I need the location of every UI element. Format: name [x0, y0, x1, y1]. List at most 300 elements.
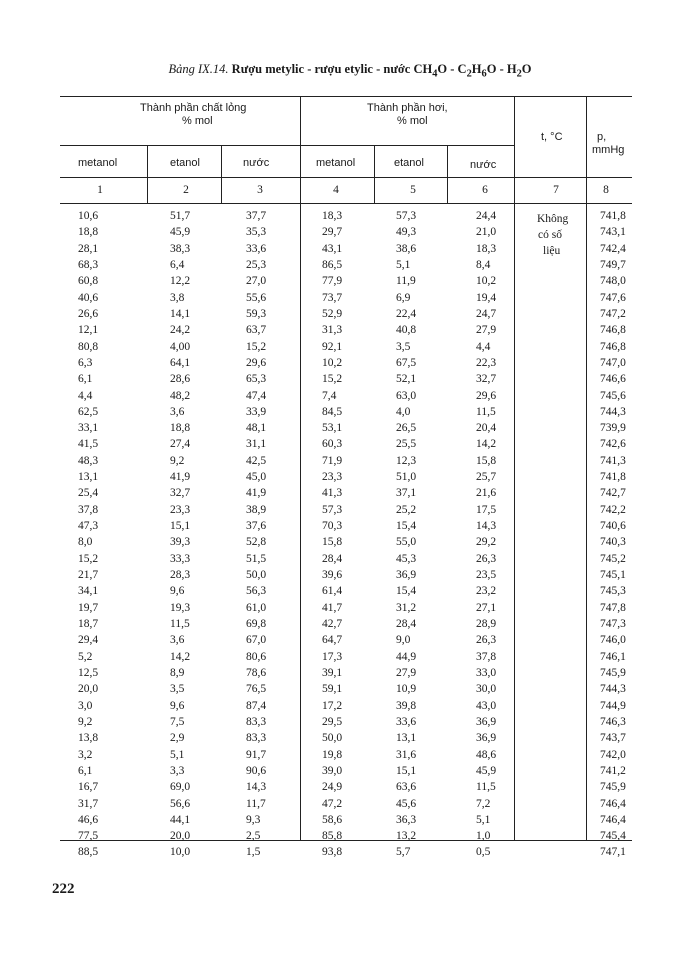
cell-metanol-vapor: 18,3 [322, 210, 343, 222]
header-liquid-unit: % mol [182, 115, 213, 127]
cell-metanol-vapor: 85,8 [322, 830, 343, 843]
cell-etanol-vapor: 55,0 [396, 536, 417, 549]
cell-nuoc-vapor: 37,8 [476, 650, 497, 663]
cell-metanol-liquid: 28,1 [78, 242, 99, 255]
cell-etanol-liquid: 2,9 [170, 732, 185, 745]
cell-metanol-vapor: 61,4 [322, 585, 343, 598]
table-caption [0, 62, 700, 80]
no-data-line-3: liệu [543, 245, 561, 257]
cell-etanol-vapor: 38,6 [396, 242, 417, 255]
cell-nuoc-vapor: 33,0 [476, 666, 497, 679]
cell-nuoc-liquid: 83,3 [246, 715, 267, 728]
column-number-6: 6 [482, 184, 488, 196]
cell-metanol-vapor: 28,4 [322, 552, 343, 565]
cell-nuoc-vapor: 29,6 [476, 389, 497, 402]
cell-metanol-liquid: 3,0 [78, 699, 93, 712]
cell-metanol-vapor: 53,1 [322, 422, 343, 435]
cell-etanol-liquid: 8,9 [170, 666, 185, 679]
cell-metanol-vapor: 70,3 [322, 520, 343, 533]
column-number-4: 4 [333, 184, 339, 196]
subheader-bottom-rule [60, 177, 632, 178]
cell-metanol-liquid: 77,5 [78, 830, 99, 843]
cell-pressure: 745,2 [600, 552, 626, 565]
cell-nuoc-liquid: 11,7 [246, 797, 266, 810]
caption-formula: $CH_4O - C_2H_6O - H_2O$ [413, 62, 532, 80]
cell-pressure: 747,2 [600, 307, 626, 320]
cell-etanol-liquid: 20,0 [170, 830, 191, 843]
cell-metanol-liquid: 16,7 [78, 781, 99, 794]
cell-metanol-vapor: 24,9 [322, 781, 343, 794]
cell-metanol-liquid: 37,8 [78, 503, 99, 516]
cell-nuoc-liquid: 78,6 [246, 666, 267, 679]
cell-etanol-vapor: 49,3 [396, 226, 417, 239]
cell-etanol-vapor: 11,9 [396, 275, 416, 288]
cell-metanol-liquid: 29,4 [78, 634, 99, 647]
no-data-line-2: có số [538, 229, 562, 241]
cell-etanol-vapor: 67,5 [396, 356, 417, 369]
cell-etanol-vapor: 15,4 [396, 520, 417, 533]
cell-nuoc-vapor: 22,3 [476, 356, 497, 369]
cell-nuoc-liquid: 90,6 [246, 764, 267, 777]
cell-metanol-liquid: 18,7 [78, 618, 99, 630]
cell-etanol-liquid: 38,3 [170, 242, 191, 255]
cell-nuoc-liquid: 76,5 [246, 683, 267, 696]
cell-nuoc-liquid: 14,3 [246, 781, 267, 794]
group-divider-liquid [60, 145, 300, 146]
cell-etanol-vapor: 36,9 [396, 569, 417, 582]
cell-nuoc-liquid: 55,6 [246, 291, 267, 304]
cell-etanol-vapor: 5,1 [396, 258, 411, 271]
cell-nuoc-vapor: 24,7 [476, 307, 497, 320]
cell-etanol-liquid: 32,7 [170, 487, 191, 500]
cell-pressure: 740,3 [600, 536, 626, 549]
cell-nuoc-vapor: 18,3 [476, 242, 497, 255]
cell-metanol-liquid: 41,5 [78, 438, 99, 451]
header-nuoc-liquid: nước [243, 157, 270, 169]
number-row-bottom-rule [60, 203, 632, 204]
cell-etanol-vapor: 31,2 [396, 601, 417, 614]
cell-nuoc-liquid: 33,9 [246, 405, 267, 418]
header-vapor-group: Thành phần hơi, [367, 102, 448, 114]
cell-metanol-vapor: 86,5 [322, 258, 343, 271]
cell-nuoc-liquid: 67,0 [246, 634, 267, 647]
cell-nuoc-vapor: 15,8 [476, 454, 497, 467]
cell-nuoc-vapor: 25,7 [476, 471, 497, 484]
cell-metanol-vapor: 31,3 [322, 324, 343, 337]
cell-metanol-liquid: 40,6 [78, 291, 99, 304]
cell-metanol-vapor: 15,8 [322, 536, 343, 549]
cell-etanol-liquid: 18,8 [170, 422, 191, 435]
cell-etanol-liquid: 48,2 [170, 389, 191, 402]
cell-pressure: 747,1 [600, 846, 626, 859]
cell-nuoc-vapor: 19,4 [476, 291, 497, 304]
cell-etanol-vapor: 3,5 [396, 340, 411, 353]
cell-metanol-vapor: 29,7 [322, 226, 343, 239]
cell-pressure: 740,6 [600, 520, 626, 533]
cell-etanol-liquid: 28,3 [170, 569, 191, 582]
cell-metanol-vapor: 41,7 [322, 601, 343, 614]
cell-nuoc-liquid: 61,0 [246, 601, 267, 614]
cell-nuoc-liquid: 1,5 [246, 846, 261, 859]
cell-etanol-vapor: 63,0 [396, 389, 417, 402]
cell-metanol-vapor: 50,0 [322, 732, 343, 745]
cell-etanol-vapor: 12,3 [396, 454, 417, 467]
cell-etanol-liquid: 12,2 [170, 275, 191, 288]
cell-etanol-liquid: 3,6 [170, 405, 185, 418]
cell-metanol-vapor: 43,1 [322, 242, 343, 255]
cell-nuoc-liquid: 80,6 [246, 650, 267, 663]
cell-metanol-vapor: 71,9 [322, 454, 343, 467]
cell-nuoc-vapor: 21,6 [476, 487, 497, 500]
cell-nuoc-vapor: 28,9 [476, 618, 497, 630]
cell-pressure: 747,3 [600, 618, 626, 630]
cell-etanol-vapor: 52,1 [396, 373, 417, 386]
page-number: 222 [52, 881, 75, 897]
cell-nuoc-vapor: 23,2 [476, 585, 497, 598]
cell-etanol-liquid: 14,2 [170, 650, 191, 663]
cell-nuoc-liquid: 2,5 [246, 830, 261, 843]
cell-etanol-liquid: 11,5 [170, 618, 190, 630]
cell-nuoc-liquid: 31,1 [246, 438, 267, 451]
cell-metanol-vapor: 59,1 [322, 683, 343, 696]
cell-etanol-vapor: 13,1 [396, 732, 417, 745]
cell-pressure: 747,8 [600, 601, 626, 614]
cell-etanol-vapor: 4,0 [396, 405, 411, 418]
cell-etanol-liquid: 3,8 [170, 291, 185, 304]
cell-etanol-liquid: 9,6 [170, 585, 185, 598]
cell-pressure: 744,3 [600, 683, 626, 696]
column-number-1: 1 [97, 184, 103, 196]
cell-etanol-liquid: 3,6 [170, 634, 185, 647]
cell-etanol-liquid: 56,6 [170, 797, 191, 810]
cell-metanol-vapor: 57,3 [322, 503, 343, 516]
cell-pressure: 745,3 [600, 585, 626, 598]
cell-metanol-vapor: 17,3 [322, 650, 343, 663]
cell-metanol-vapor: 39,1 [322, 666, 343, 679]
cell-nuoc-liquid: 25,3 [246, 258, 267, 271]
cell-etanol-liquid: 9,6 [170, 699, 185, 712]
cell-nuoc-liquid: 59,3 [246, 307, 267, 320]
cell-nuoc-vapor: 26,3 [476, 634, 497, 647]
cell-metanol-liquid: 47,3 [78, 520, 99, 533]
cell-nuoc-liquid: 45,0 [246, 471, 267, 484]
cell-metanol-liquid: 21,7 [78, 569, 99, 582]
cell-pressure: 741,2 [600, 764, 626, 777]
cell-metanol-vapor: 42,7 [322, 618, 343, 630]
cell-nuoc-vapor: 45,9 [476, 764, 497, 777]
cell-metanol-vapor: 64,7 [322, 634, 343, 647]
cell-metanol-vapor: 92,1 [322, 340, 343, 353]
cell-pressure: 747,0 [600, 356, 626, 369]
cell-etanol-liquid: 24,2 [170, 324, 191, 337]
cell-etanol-liquid: 5,1 [170, 748, 185, 761]
cell-metanol-liquid: 88,5 [78, 846, 99, 859]
cell-etanol-liquid: 41,9 [170, 471, 191, 484]
cell-etanol-vapor: 6,9 [396, 291, 411, 304]
cell-nuoc-vapor: 1,0 [476, 830, 491, 843]
cell-pressure: 743,7 [600, 732, 626, 745]
cell-nuoc-vapor: 5,1 [476, 813, 491, 826]
column-number-8: 8 [603, 184, 609, 196]
cell-metanol-vapor: 58,6 [322, 813, 343, 826]
cell-metanol-liquid: 20,0 [78, 683, 99, 696]
cell-metanol-liquid: 48,3 [78, 454, 99, 467]
cell-etanol-vapor: 13,2 [396, 830, 417, 843]
cell-nuoc-vapor: 21,0 [476, 226, 497, 239]
header-pressure-line1: p, [597, 131, 607, 143]
cell-nuoc-liquid: 15,2 [246, 340, 267, 353]
header-metanol-vapor: metanol [316, 157, 356, 169]
cell-nuoc-vapor: 26,3 [476, 552, 497, 565]
cell-metanol-liquid: 13,8 [78, 732, 99, 745]
cell-metanol-liquid: 15,2 [78, 552, 99, 565]
cell-etanol-liquid: 51,7 [170, 210, 191, 222]
cell-metanol-liquid: 12,5 [78, 666, 99, 679]
cell-metanol-vapor: 17,2 [322, 699, 343, 712]
cell-nuoc-liquid: 65,3 [246, 373, 267, 386]
cell-pressure: 746,1 [600, 650, 626, 663]
header-pressure-line2: mmHg [592, 144, 625, 156]
header-vapor-unit: % mol [397, 115, 428, 127]
cell-nuoc-vapor: 11,5 [476, 781, 496, 794]
cell-metanol-liquid: 31,7 [78, 797, 99, 810]
cell-etanol-liquid: 27,4 [170, 438, 191, 451]
cell-nuoc-liquid: 52,8 [246, 536, 267, 549]
cell-etanol-vapor: 45,3 [396, 552, 417, 565]
cell-pressure: 746,4 [600, 813, 626, 826]
cell-metanol-vapor: 47,2 [322, 797, 343, 810]
cell-pressure: 746,4 [600, 797, 626, 810]
cell-etanol-vapor: 63,6 [396, 781, 417, 794]
column-number-5: 5 [410, 184, 416, 196]
cell-metanol-liquid: 26,6 [78, 307, 99, 320]
header-etanol-liquid: etanol [170, 157, 200, 169]
cell-etanol-vapor: 25,2 [396, 503, 417, 516]
cell-etanol-liquid: 45,9 [170, 226, 191, 239]
cell-etanol-vapor: 15,4 [396, 585, 417, 598]
no-data-line-1: Không [537, 213, 569, 225]
cell-metanol-vapor: 29,5 [322, 715, 343, 728]
cell-etanol-vapor: 57,3 [396, 210, 417, 222]
cell-pressure: 744,9 [600, 699, 626, 712]
column-number-7: 7 [553, 184, 559, 196]
cell-etanol-vapor: 22,4 [396, 307, 417, 320]
cell-pressure: 745,1 [600, 569, 626, 582]
cell-pressure: 739,9 [600, 422, 626, 435]
cell-metanol-vapor: 15,2 [322, 373, 343, 386]
cell-nuoc-liquid: 51,5 [246, 552, 267, 565]
cell-metanol-vapor: 60,3 [322, 438, 343, 451]
cell-nuoc-liquid: 56,3 [246, 585, 267, 598]
cell-pressure: 745,6 [600, 389, 626, 402]
cell-nuoc-vapor: 11,5 [476, 405, 496, 418]
cell-pressure: 746,8 [600, 324, 626, 337]
cell-etanol-vapor: 28,4 [396, 618, 417, 630]
cell-metanol-vapor: 7,4 [322, 389, 337, 402]
col-divider-2 [147, 145, 148, 203]
cell-metanol-liquid: 9,2 [78, 715, 93, 728]
cell-etanol-vapor: 51,0 [396, 471, 417, 484]
table-bottom-rule [60, 840, 632, 841]
cell-etanol-liquid: 4,00 [170, 340, 191, 353]
cell-nuoc-vapor: 17,5 [476, 503, 497, 516]
cell-nuoc-liquid: 29,6 [246, 356, 267, 369]
cell-etanol-liquid: 64,1 [170, 356, 191, 369]
cell-metanol-vapor: 10,2 [322, 356, 343, 369]
cell-etanol-vapor: 33,6 [396, 715, 417, 728]
cell-metanol-liquid: 60,8 [78, 275, 99, 288]
cell-etanol-liquid: 3,5 [170, 683, 185, 696]
cell-nuoc-liquid: 9,3 [246, 813, 261, 826]
cell-nuoc-vapor: 27,1 [476, 601, 497, 614]
cell-etanol-vapor: 10,9 [396, 683, 417, 696]
cell-etanol-vapor: 44,9 [396, 650, 417, 663]
cell-metanol-liquid: 6,1 [78, 764, 93, 777]
cell-etanol-liquid: 23,3 [170, 503, 191, 516]
cell-metanol-liquid: 13,1 [78, 471, 99, 484]
cell-nuoc-liquid: 50,0 [246, 569, 267, 582]
cell-nuoc-liquid: 37,6 [246, 520, 267, 533]
column-number-2: 2 [183, 184, 189, 196]
cell-etanol-liquid: 9,2 [170, 454, 185, 467]
caption-name: Rượu metylic - rượu etylic - nước [231, 62, 411, 76]
cell-metanol-vapor: 39,6 [322, 569, 343, 582]
cell-nuoc-vapor: 43,0 [476, 699, 497, 712]
cell-etanol-liquid: 39,3 [170, 536, 191, 549]
cell-nuoc-liquid: 48,1 [246, 422, 267, 435]
cell-nuoc-vapor: 14,3 [476, 520, 497, 533]
cell-nuoc-vapor: 24,4 [476, 210, 497, 222]
column-number-3: 3 [257, 184, 263, 196]
col-divider-8 [586, 96, 587, 840]
cell-pressure: 743,1 [600, 226, 626, 239]
cell-etanol-vapor: 39,8 [396, 699, 417, 712]
cell-pressure: 747,6 [600, 291, 626, 304]
cell-etanol-vapor: 9,0 [396, 634, 411, 647]
cell-metanol-liquid: 80,8 [78, 340, 99, 353]
cell-nuoc-vapor: 8,4 [476, 258, 491, 271]
cell-nuoc-liquid: 83,3 [246, 732, 267, 745]
header-metanol-liquid: metanol [78, 157, 118, 169]
cell-metanol-vapor: 84,5 [322, 405, 343, 418]
cell-nuoc-vapor: 14,2 [476, 438, 497, 451]
cell-metanol-liquid: 3,2 [78, 748, 93, 761]
header-etanol-vapor: etanol [394, 157, 424, 169]
cell-nuoc-liquid: 38,9 [246, 503, 267, 516]
cell-metanol-vapor: 73,7 [322, 291, 343, 304]
cell-pressure: 742,4 [600, 242, 626, 255]
cell-nuoc-vapor: 20,4 [476, 422, 497, 435]
cell-nuoc-liquid: 35,3 [246, 226, 267, 239]
cell-etanol-vapor: 36,3 [396, 813, 417, 826]
cell-nuoc-vapor: 23,5 [476, 569, 497, 582]
cell-metanol-liquid: 4,4 [78, 389, 93, 402]
cell-etanol-liquid: 10,0 [170, 846, 191, 859]
cell-nuoc-vapor: 36,9 [476, 715, 497, 728]
group-divider-vertical [300, 96, 301, 840]
col-divider-7 [514, 96, 515, 840]
cell-pressure: 744,3 [600, 405, 626, 418]
cell-metanol-liquid: 46,6 [78, 813, 99, 826]
cell-nuoc-vapor: 7,2 [476, 797, 491, 810]
cell-metanol-liquid: 19,7 [78, 601, 99, 614]
cell-pressure: 746,6 [600, 373, 626, 386]
cell-nuoc-vapor: 48,6 [476, 748, 497, 761]
cell-etanol-liquid: 44,1 [170, 813, 191, 826]
cell-pressure: 746,8 [600, 340, 626, 353]
cell-etanol-vapor: 45,6 [396, 797, 417, 810]
cell-pressure: 746,0 [600, 634, 626, 647]
cell-etanol-vapor: 15,1 [396, 764, 417, 777]
cell-nuoc-liquid: 37,7 [246, 210, 267, 222]
cell-pressure: 745,9 [600, 781, 626, 794]
cell-etanol-liquid: 28,6 [170, 373, 191, 386]
cell-metanol-liquid: 34,1 [78, 585, 99, 598]
cell-nuoc-liquid: 33,6 [246, 242, 267, 255]
cell-nuoc-vapor: 27,9 [476, 324, 497, 337]
cell-nuoc-liquid: 87,4 [246, 699, 267, 712]
cell-nuoc-liquid: 63,7 [246, 324, 267, 337]
cell-nuoc-liquid: 41,9 [246, 487, 267, 500]
cell-nuoc-liquid: 69,8 [246, 618, 267, 630]
col-divider-3 [221, 145, 222, 203]
cell-metanol-vapor: 23,3 [322, 471, 343, 484]
header-liquid-group: Thành phần chất lỏng [140, 102, 247, 114]
group-divider-vapor [300, 145, 514, 146]
cell-etanol-liquid: 33,3 [170, 552, 191, 565]
cell-etanol-vapor: 37,1 [396, 487, 417, 500]
cell-etanol-vapor: 26,5 [396, 422, 417, 435]
cell-etanol-liquid: 7,5 [170, 715, 185, 728]
cell-nuoc-vapor: 32,7 [476, 373, 497, 386]
cell-etanol-vapor: 5,7 [396, 846, 411, 859]
cell-etanol-liquid: 3,3 [170, 764, 185, 777]
col-divider-6 [447, 145, 448, 203]
cell-etanol-liquid: 14,1 [170, 307, 191, 320]
cell-metanol-vapor: 77,9 [322, 275, 343, 288]
cell-metanol-liquid: 25,4 [78, 487, 99, 500]
cell-metanol-vapor: 41,3 [322, 487, 343, 500]
cell-etanol-vapor: 40,8 [396, 324, 417, 337]
cell-pressure: 741,3 [600, 454, 626, 467]
cell-etanol-liquid: 6,4 [170, 258, 185, 271]
cell-metanol-liquid: 10,6 [78, 210, 99, 222]
cell-metanol-vapor: 93,8 [322, 846, 343, 859]
cell-metanol-liquid: 12,1 [78, 324, 99, 337]
cell-etanol-liquid: 19,3 [170, 601, 191, 614]
cell-pressure: 748,0 [600, 275, 626, 288]
cell-etanol-vapor: 31,6 [396, 748, 417, 761]
cell-pressure: 742,2 [600, 503, 626, 516]
cell-pressure: 749,7 [600, 258, 626, 271]
cell-nuoc-liquid: 91,7 [246, 748, 267, 761]
cell-metanol-liquid: 6,1 [78, 373, 93, 386]
cell-pressure: 745,9 [600, 666, 626, 679]
cell-nuoc-liquid: 27,0 [246, 275, 267, 288]
header-temperature: t, °C [541, 131, 563, 143]
cell-metanol-liquid: 62,5 [78, 405, 99, 418]
cell-metanol-liquid: 68,3 [78, 258, 99, 271]
cell-metanol-liquid: 18,8 [78, 226, 99, 239]
cell-nuoc-liquid: 47,4 [246, 389, 267, 402]
cell-pressure: 742,0 [600, 748, 626, 761]
caption-label: Bảng IX.14. [168, 62, 229, 76]
cell-etanol-liquid: 15,1 [170, 520, 191, 533]
cell-metanol-liquid: 8,0 [78, 536, 93, 549]
cell-nuoc-liquid: 42,5 [246, 454, 267, 467]
cell-nuoc-vapor: 4,4 [476, 340, 491, 353]
cell-etanol-vapor: 25,5 [396, 438, 417, 451]
